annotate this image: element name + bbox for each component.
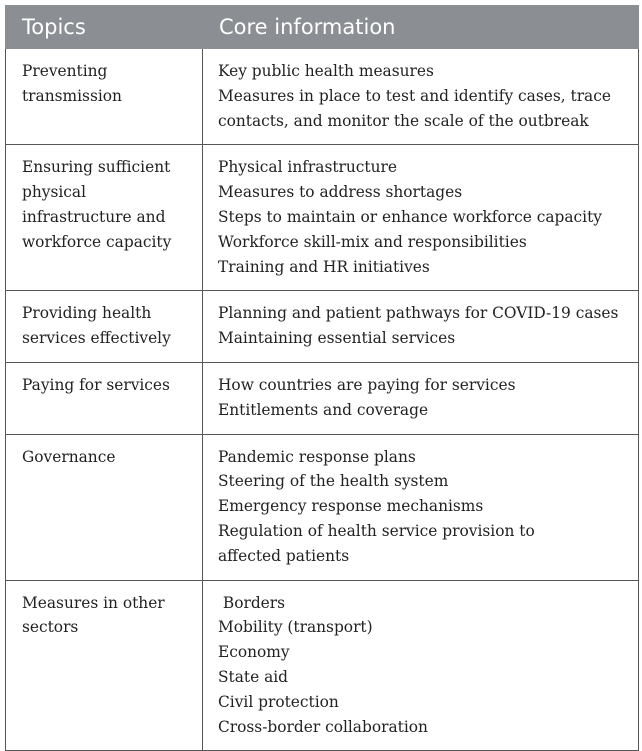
info-line: Physical infrastructure — [218, 158, 397, 177]
info-cell — [203, 145, 639, 291]
info-line: Entitlements and coverage — [218, 400, 429, 419]
info-cell — [203, 291, 639, 363]
info-line: Key public health measures — [218, 62, 434, 80]
info-line: Measures to address shortages — [218, 183, 463, 202]
info-line: Regulation of health service provision to — [218, 521, 535, 540]
info-line: Steps to maintain or enhance workforce capacity — [218, 207, 602, 226]
info-line: Cross-border collaboration — [218, 717, 428, 736]
table-row — [6, 49, 639, 145]
table-body — [6, 49, 639, 751]
info-line: Emergency response mechanisms — [218, 497, 484, 516]
info-line: Workforce skill-mix and responsibilities — [218, 232, 527, 251]
info-line: Measures in place to test and identify cases, trace — [218, 86, 611, 105]
table-row — [6, 145, 639, 291]
info-line: Civil protection — [218, 692, 339, 711]
topic-text: Ensuring sufficient physical infrastructure and workforce capacity — [22, 158, 172, 251]
info-cell — [203, 49, 639, 145]
info-line: Training and HR initiatives — [218, 257, 430, 276]
table-header — [6, 6, 639, 49]
topic-cell — [6, 145, 203, 291]
info-line: affected patients — [218, 546, 350, 565]
header-row — [6, 6, 639, 49]
topic-cell — [6, 49, 203, 145]
info-line: contacts, and monitor the scale of the outbreak — [218, 111, 589, 130]
info-line: Pandemic response plans — [218, 447, 416, 466]
topic-cell — [6, 291, 203, 363]
info-line: Mobility (transport) — [218, 618, 373, 637]
info-line: Planning and patient pathways for COVID-19 cases — [218, 304, 619, 323]
topic-text: Providing health services effectively — [22, 304, 171, 348]
info-line: Maintaining essential services — [218, 329, 456, 348]
topic-cell — [6, 362, 203, 434]
info-cell — [203, 580, 639, 751]
table-row — [6, 362, 639, 434]
info-line: Economy — [218, 643, 290, 662]
table-row — [6, 580, 639, 751]
topic-cell — [6, 434, 203, 580]
table-row — [6, 291, 639, 363]
topic-text: Preventing transmission — [22, 62, 122, 105]
info-line: Steering of the health system — [218, 472, 449, 491]
info-line: How countries are paying for services — [218, 375, 516, 394]
info-cell — [203, 362, 639, 434]
topic-text: Paying for services — [22, 375, 170, 394]
info-line: State aid — [218, 667, 289, 686]
core-information-table — [5, 5, 639, 751]
header-core-information: Core information — [203, 6, 639, 49]
info-line: Borders — [218, 593, 286, 612]
topic-text: Governance — [22, 447, 116, 466]
table-row — [6, 434, 639, 580]
topic-text: Measures in other sectors — [22, 593, 165, 637]
topic-cell — [6, 580, 203, 751]
header-topics: Topics — [6, 6, 203, 49]
info-cell — [203, 434, 639, 580]
